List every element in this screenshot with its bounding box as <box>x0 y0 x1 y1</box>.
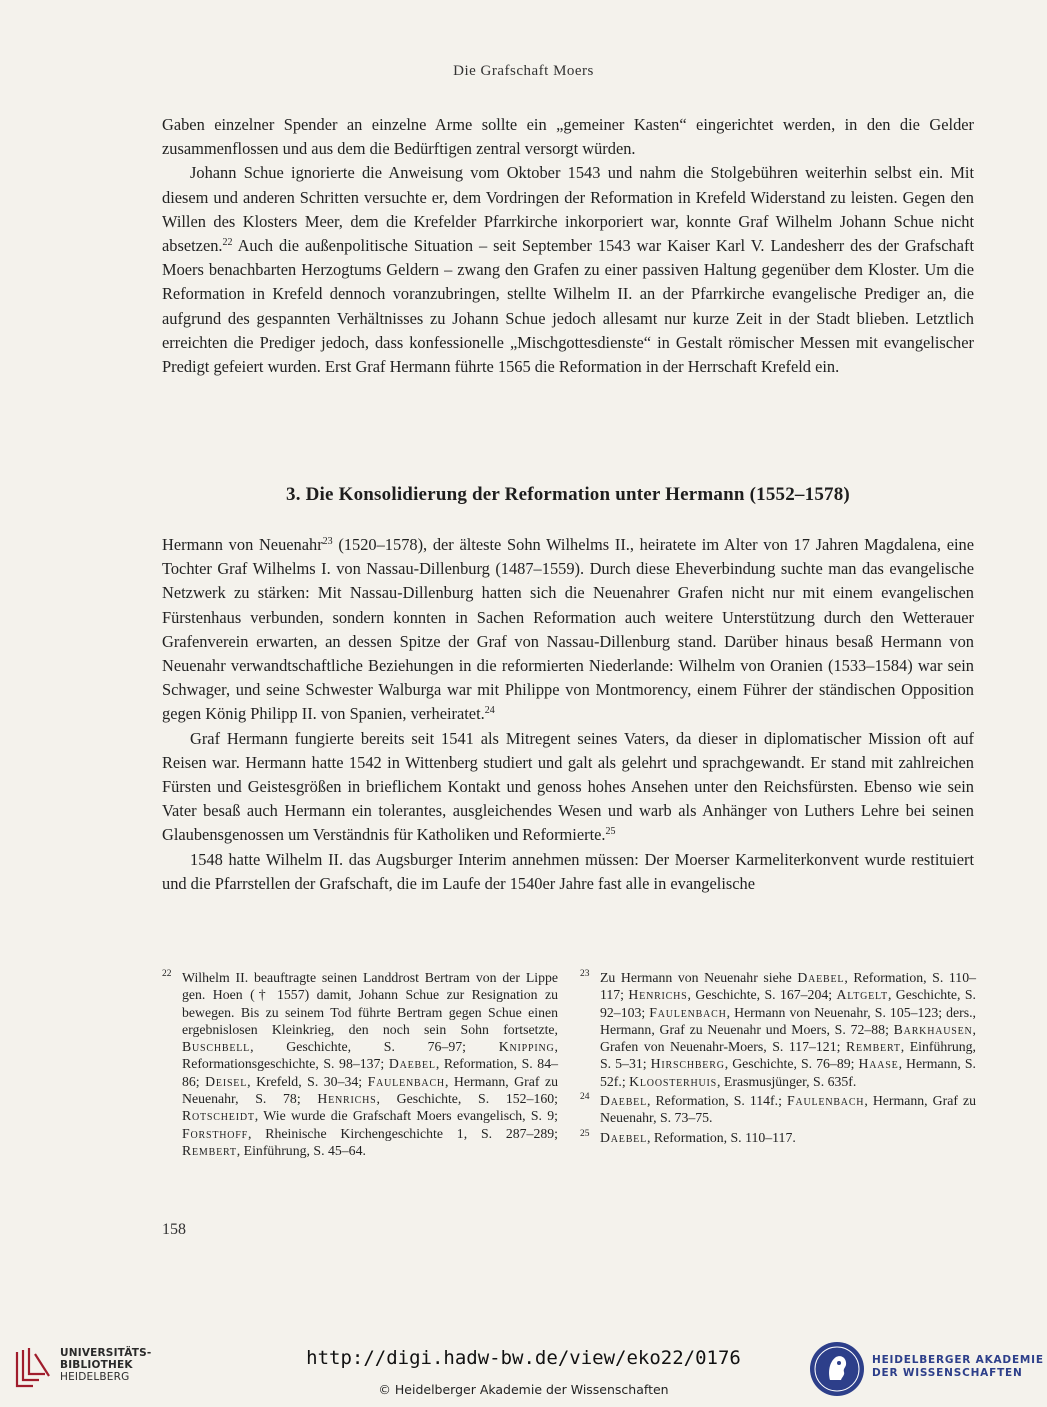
running-head: Die Grafschaft Moers <box>453 63 594 79</box>
footnote-ref-24[interactable]: 24 <box>484 705 495 717</box>
footnote-25: 25 Daebel, Reformation, S. 110–117. <box>580 1129 976 1146</box>
footnote-ref-23[interactable]: 23 <box>322 536 333 547</box>
footnote-ref-25[interactable]: 25 <box>605 826 616 838</box>
academy-name: HEIDELBERGER AKADEMIE DER WISSENSCHAFTEN <box>872 1354 1044 1379</box>
footnote-22: 22 Wilhelm II. beauftragte seinen Landdrost Bertram von der Lippe gen. Hoen († 1557) damit, Johann Schue zur Resignation zu bewegen. Bis zu seinem Tod führte Bertram gegen Schue einen ergebnislosen Kleinkrieg, den noch sein Sohn fortsetzte, Buschbell, Geschichte, S. 76–97; Knipping, Reformationsgeschichte, S. 98–137; Daebel, Reformation, S. 84–86; Deisel, Krefeld, S. 30–34; Faulenbach, Hermann, Graf zu Neuenahr, S. 78; Henrichs, Geschichte, S. 152–160; Rotscheidt, Wie wurde die Grafschaft Moers evangelisch, S. 9; Forsthoff, Rheinische Kirchengeschichte 1, S. 287–289; Rembert, Einführung, S. 45–64. <box>162 969 558 1159</box>
footnote-number: 25 <box>580 1128 590 1139</box>
viewer-footer <box>0 1330 1047 1407</box>
footnote-ref-22[interactable]: 22 <box>222 237 233 249</box>
footnote-24: 24 Daebel, Reformation, S. 114f.; Faulenbach, Hermann, Graf zu Neuenahr, S. 73–75. <box>580 1092 976 1127</box>
copyright-notice: © Heidelberger Akademie der Wissenschaften <box>378 1382 669 1397</box>
permalink-url[interactable]: http://digi.hadw-bw.de/view/eko22/0176 <box>306 1347 741 1369</box>
academy-seal-icon[interactable] <box>808 1340 866 1398</box>
footnote-23: 23 Zu Hermann von Neuenahr siehe Daebel, Reformation, S. 110–117; Henrichs, Geschichte, S. 167–204; Altgelt, Geschichte, S. 92–103; Faulenbach, Hermann von Neuenahr, S. 105–123; ders., Hermann, Graf zu Neuenahr und Moers, S. 72–88; Barkhausen, Grafen von Neuenahr-Moers, S. 117–121; Rembert, Einführung, S. 5–31; Hirschberg, Geschichte, S. 76–89; Haase, Hermann, S. 52f.; Kloosterhuis, Erasmusjünger, S. 635f. <box>580 969 976 1090</box>
footnote-number: 24 <box>580 1092 590 1103</box>
page-number: 158 <box>162 1221 186 1238</box>
text-block-main <box>162 533 974 896</box>
paragraph-5: 1548 hatte Wilhelm II. das Augsburger Interim annehmen müssen: Der Moerser Karmeliterkonvent wurde restituiert und die Pfarrstellen der Grafschaft, die im Laufe der 1540er Jahre fast alle in evangelische <box>162 849 974 893</box>
footnotes-left-column <box>162 969 558 1161</box>
text-block-top <box>162 113 974 379</box>
paragraph-3: Hermann von Neuenahr$^{23}$ (1520–1578), der älteste Sohn Wilhelms II., heiratete im Alter von 17 Jahren Magdalena, eine Tochter Graf Wilhelms I. von Nassau-Dillenburg (1487–1559). Durch diese Eheverbindung suchte man das evangelische Netzwerk zu stärken: Mit Nassau-Dillenburg hatten sich die Neuenahrer Grafen nicht nur mit einem evangelischen Fürstenhaus verbunden, sondern konnten in Sachen Reformation auch weitere Unterstützung durch den Wetterauer Grafenverein erwarten, an dessen Spitze der Graf von Nassau-Dillenburg stand. Darüber hinaus besaß Hermann von Neuenahr verwandtschaftliche Beziehungen in die reformierten Niederlande: Wilhelm von Oranien (1533–1584) war sein Schwager, und seine Schwester Walburga war mit Philippe von Montmorency, einem Führer der ständischen Opposition gegen König Philipp II. von Spanien, verheiratet.$^{24}$ <box>162 535 974 724</box>
university-library-name: UNIVERSITÄTS- BIBLIOTHEK HEIDELBERG <box>60 1347 152 1383</box>
footnote-number: 23 <box>580 969 590 979</box>
paragraph-4: Graf Hermann fungierte bereits seit 1541 als Mitregent seines Vaters, da dieser in diplomatischer Mission oft auf Reisen war. Hermann hatte 1542 in Wittenberg studiert und galt als gelehrt und sprachgewandt. Er stand mit zahlreichen Fürsten und Geistesgrößen in brieflichem Kontakt und genoss hohes Ansehen unter den Reichsfürsten. Ebenso wie sein Vater besaß auch Hermann ein tolerantes, ausgleichendes Wesen und warb als Anhänger von Luthers Lehre bei seinen Glaubensgenossen um Verständnis für Katholiken und Reformierte.$^{25}$ <box>162 728 974 845</box>
footnote-number: 22 <box>162 969 172 979</box>
paragraph-2: Johann Schue ignorierte die Anweisung vom Oktober 1543 und nahm die Stolgebühren weiterhin selbst ein. Mit diesem und anderen Schritten versuchte er, dem Vordringen der Reformation in Krefeld Widerstand zu leisten. Gegen den Willen des Klosters Meer, dem die Krefelder Pfarrkirche inkorporiert war, konnte Graf Wilhelm Johann Schue nicht absetzen.$^{22}$ Auch die außenpolitische Situation – seit September 1543 war Kaiser Karl V. Landesherr des der Grafschaft Moers benachbarten Herzogtums Geldern – zwang den Grafen zu einer passiven Haltung gegenüber dem Kloster. Um die Reformation in Krefeld dennoch voranzubringen, stellte Wilhelm II. an der Pfarrkirche evangelische Prediger an, die aufgrund des gespannten Verhältnisses zu Johann Schue jedoch allesamt nur kurze Zeit in der Stadt blieben. Letztlich erreichten die Prediger jedoch, dass konfessionelle „Mischgottesdienste“ in Gestalt römischer Messen mit evangelischer Predigt gefeiert wurden. Erst Graf Hermann führte 1565 die Reformation in der Herrschaft Krefeld ein. <box>162 163 974 377</box>
paragraph-1: Gaben einzelner Spender an einzelne Arme sollte ein „gemeiner Kasten“ eingerichtet werden, in den die Gelder zusammenflossen und aus dem die Bedürftigen zentral versorgt würden. <box>162 115 974 159</box>
section-heading: 3. Die Konsolidierung der Reformation unter Hermann (1552–1578) <box>286 484 850 505</box>
footnotes-right-column <box>580 969 976 1148</box>
